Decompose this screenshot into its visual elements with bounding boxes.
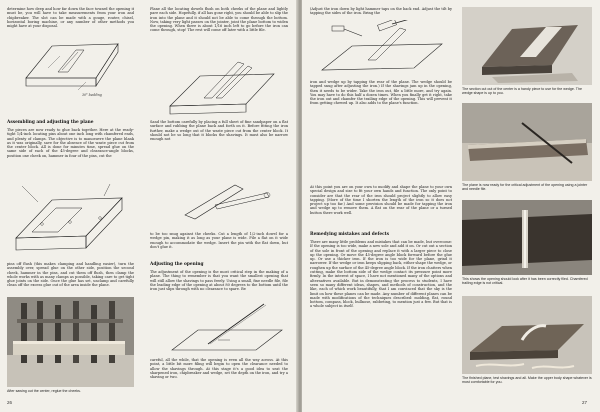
left-page-number: 26 [7,400,13,405]
right-caption-4: The finished plane, test shavings and all. Make the upper body shape whatever is most comfortable for you. [462,376,592,385]
left-col2-top-text: Plane all the locating dowels flush on both cheeks of the plane and lightly pare each side. Hopefully, if all has gone right, you should be able to slip the iron into the plane and it should not be able to come through the bottom. Now, taking very light passes on the jointer, joint the plane bottom to widen the opening. When there is about 1/16 inch left to go before the iron can come through, stop! The rest will come off later with a little file. [150,7,288,33]
left-col2-body-text: The adjustment of the opening is the most critical step in the making of a plane. The thing to remember is that you want the smallest opening that will still allow the shavings to pass freely. Using a small, fine needle file, file the leading edge of the opening at about 80 degrees to the bottom until the iron just slips through with no clearance to spare. Be [150,270,288,292]
plane-wedge-drawing [164,56,284,116]
left-col1-body-text: The pieces are now ready to glue back together. Here at the ready-tight 1/4-inch locating pins about one inch long with chamfered ends, and plenty of clamps. The objective is to manoeuvre the plane blank as it was originally, save for the absence of the waste piece cut from the center block. All is done for minutes time, spread glue on the same side of each of the 45-degree and clearance-angle blocks, position one cheek on, hammer in four of the pins, cut the [7,128,134,158]
right-caption-3: This shows the opening should look after it has been correctly filed. Chamfered trailing edge is not critical. [462,277,588,286]
heading-adjusting: Adjusting the opening [150,262,204,267]
clamps-photo [7,297,134,387]
left-col2-lower-text: to be too snug against the cheeks. Cut a length of 1/2-inch dowel for a wedge pin, making it as long as your plane is wide. File a flat on it wide enough to accommodate the wedge. Insert the pin with the flat down, but don't glue it. [150,232,288,249]
right-col1-a-text: iron and wedge up by tapping the rear of the plane. The wedge should be tapped snug after adjusting the iron.) If the shavings jam up in the opening, then it needs to be wider. Take the iron out, file a little more, and try again. You may have to do this half a dozen times. When you finally get it right, take the iron out and chamfer the trailing edge of the opening. This will prevent it from getting chewed up. It also adds to the plane's function. [310,80,452,106]
left-col1-lower-text: pins off flush (this makes clamping and handling easier), turn the assembly over, spread glue on the other side, position the second cheek, hammer in the pins, and cut them off flush, then clamp the whole works with as many clamps as possible, taking care to get tight glue joints on the side. Once the glue has set, unclamp and carefully clean off the excess glue out of the area inside the plane. [7,262,134,288]
jointer-photo [462,103,592,181]
left-col2-bottom-text: careful, all the while, that the opening is even all the way across. At this point, a little bit more filing will begin to open the clearance needed to allow the shavings through. At this stage it's a good idea to seat the sharpened iron, chipbreaker and wedge, set the depth on the iron, and try a shaving or two. [150,358,288,380]
right-col1-b-text: At this point you are on your own to modify and shape the plane to your own special design and size to fit your own hands and function. The only point to consider are that the rear of the iron should project slightly to allow easy tapping. (More of the time I shorten the length of the iron so it does not project up too far.) And some provision should be made for tapping the iron and wedge up to remove them. A flat on the rear of the plane or a turned button there work well. [310,185,452,215]
heading-assembling: Assembling and adjusting the plane [7,120,94,125]
cheek-assembly-drawing [12,178,134,258]
right-page-number: 27 [582,400,588,405]
finished-plane-photo [462,296,592,374]
wedge-drawing [175,175,285,225]
left-col1-top-text: determine how deep and how far down the face toward the opening it must be, you will have to take measurements from your iron and chipbreaker. The slot can be made with a gouge, router, chisel, horizontal boring machine, or any number of other methods you might have at your disposal. [7,7,134,29]
right-col1-top-text: (Adjust the iron down by light hammer taps on the back end. Adjust the tilt by tapping the sides of the iron. Bring the [310,7,452,16]
right-col1-c-text: There are many little problems and mistakes that can be made, but overcome: If the opening is too wide, make a new sole and add it on. Or cut out a section of the sole in front of the opening and replace it with a larger piece to close up the opening. Or move the 45-degree angle block forward before the glue up. Or use a thicker iron. If the iron is too wide for the plane, grind it narrower. If the wedge or iron keeps slipping back, either shape the wedge, or roughen up the surface of the 45-degree angle block. If the iron chatters when cutting, make the bottom side of the wedge contact its pressure point more firmly. In the interest of space, I have not mentioned many of the options and alternatives available. But in demonstrating the process to students, I have seen so many different ideas, shapes, and methods of construction, and the like, each of which work beautifully, that I am convinced that the sky is the limit on how these planes can be made. Any number of different planes can be made with modifications of the techniques described: molding, flat, round bottom, compass, block, bullnose, rabbeting, to mention just a few. But that is a whole subject in itself. [310,240,452,309]
left-page [0,0,298,412]
right-page [302,0,600,412]
opening-photo [462,200,592,275]
hammer-drawing [318,20,448,78]
drawing-note: 30° bedding [82,93,102,97]
left-col2-mid-text: Sand the bottom carefully by placing a full sheet of fine sandpaper on a flat surface and rubbing the plane back and forth on it. Before fitting the iron further, make a wedge out of the waste piece cut from the center block. It should not be so long that it blocks the shavings. It must also be narrow enough not [150,120,288,142]
wedge-photo [462,7,592,85]
right-caption-1: The section cut out of the center is a handy piece to use for the wedge. The wedge shape is up to you. [462,87,582,96]
file-drawing [168,300,288,356]
plane-blank-drawing [18,38,130,93]
left-caption: After sawing out the center, reglue the cheeks. [7,389,81,393]
right-caption-2: The plane is now ready for the critical adjustment of the opening using a jointer and needle file. [462,183,588,192]
heading-remedying: Remedying mistakes and defects [310,232,390,237]
